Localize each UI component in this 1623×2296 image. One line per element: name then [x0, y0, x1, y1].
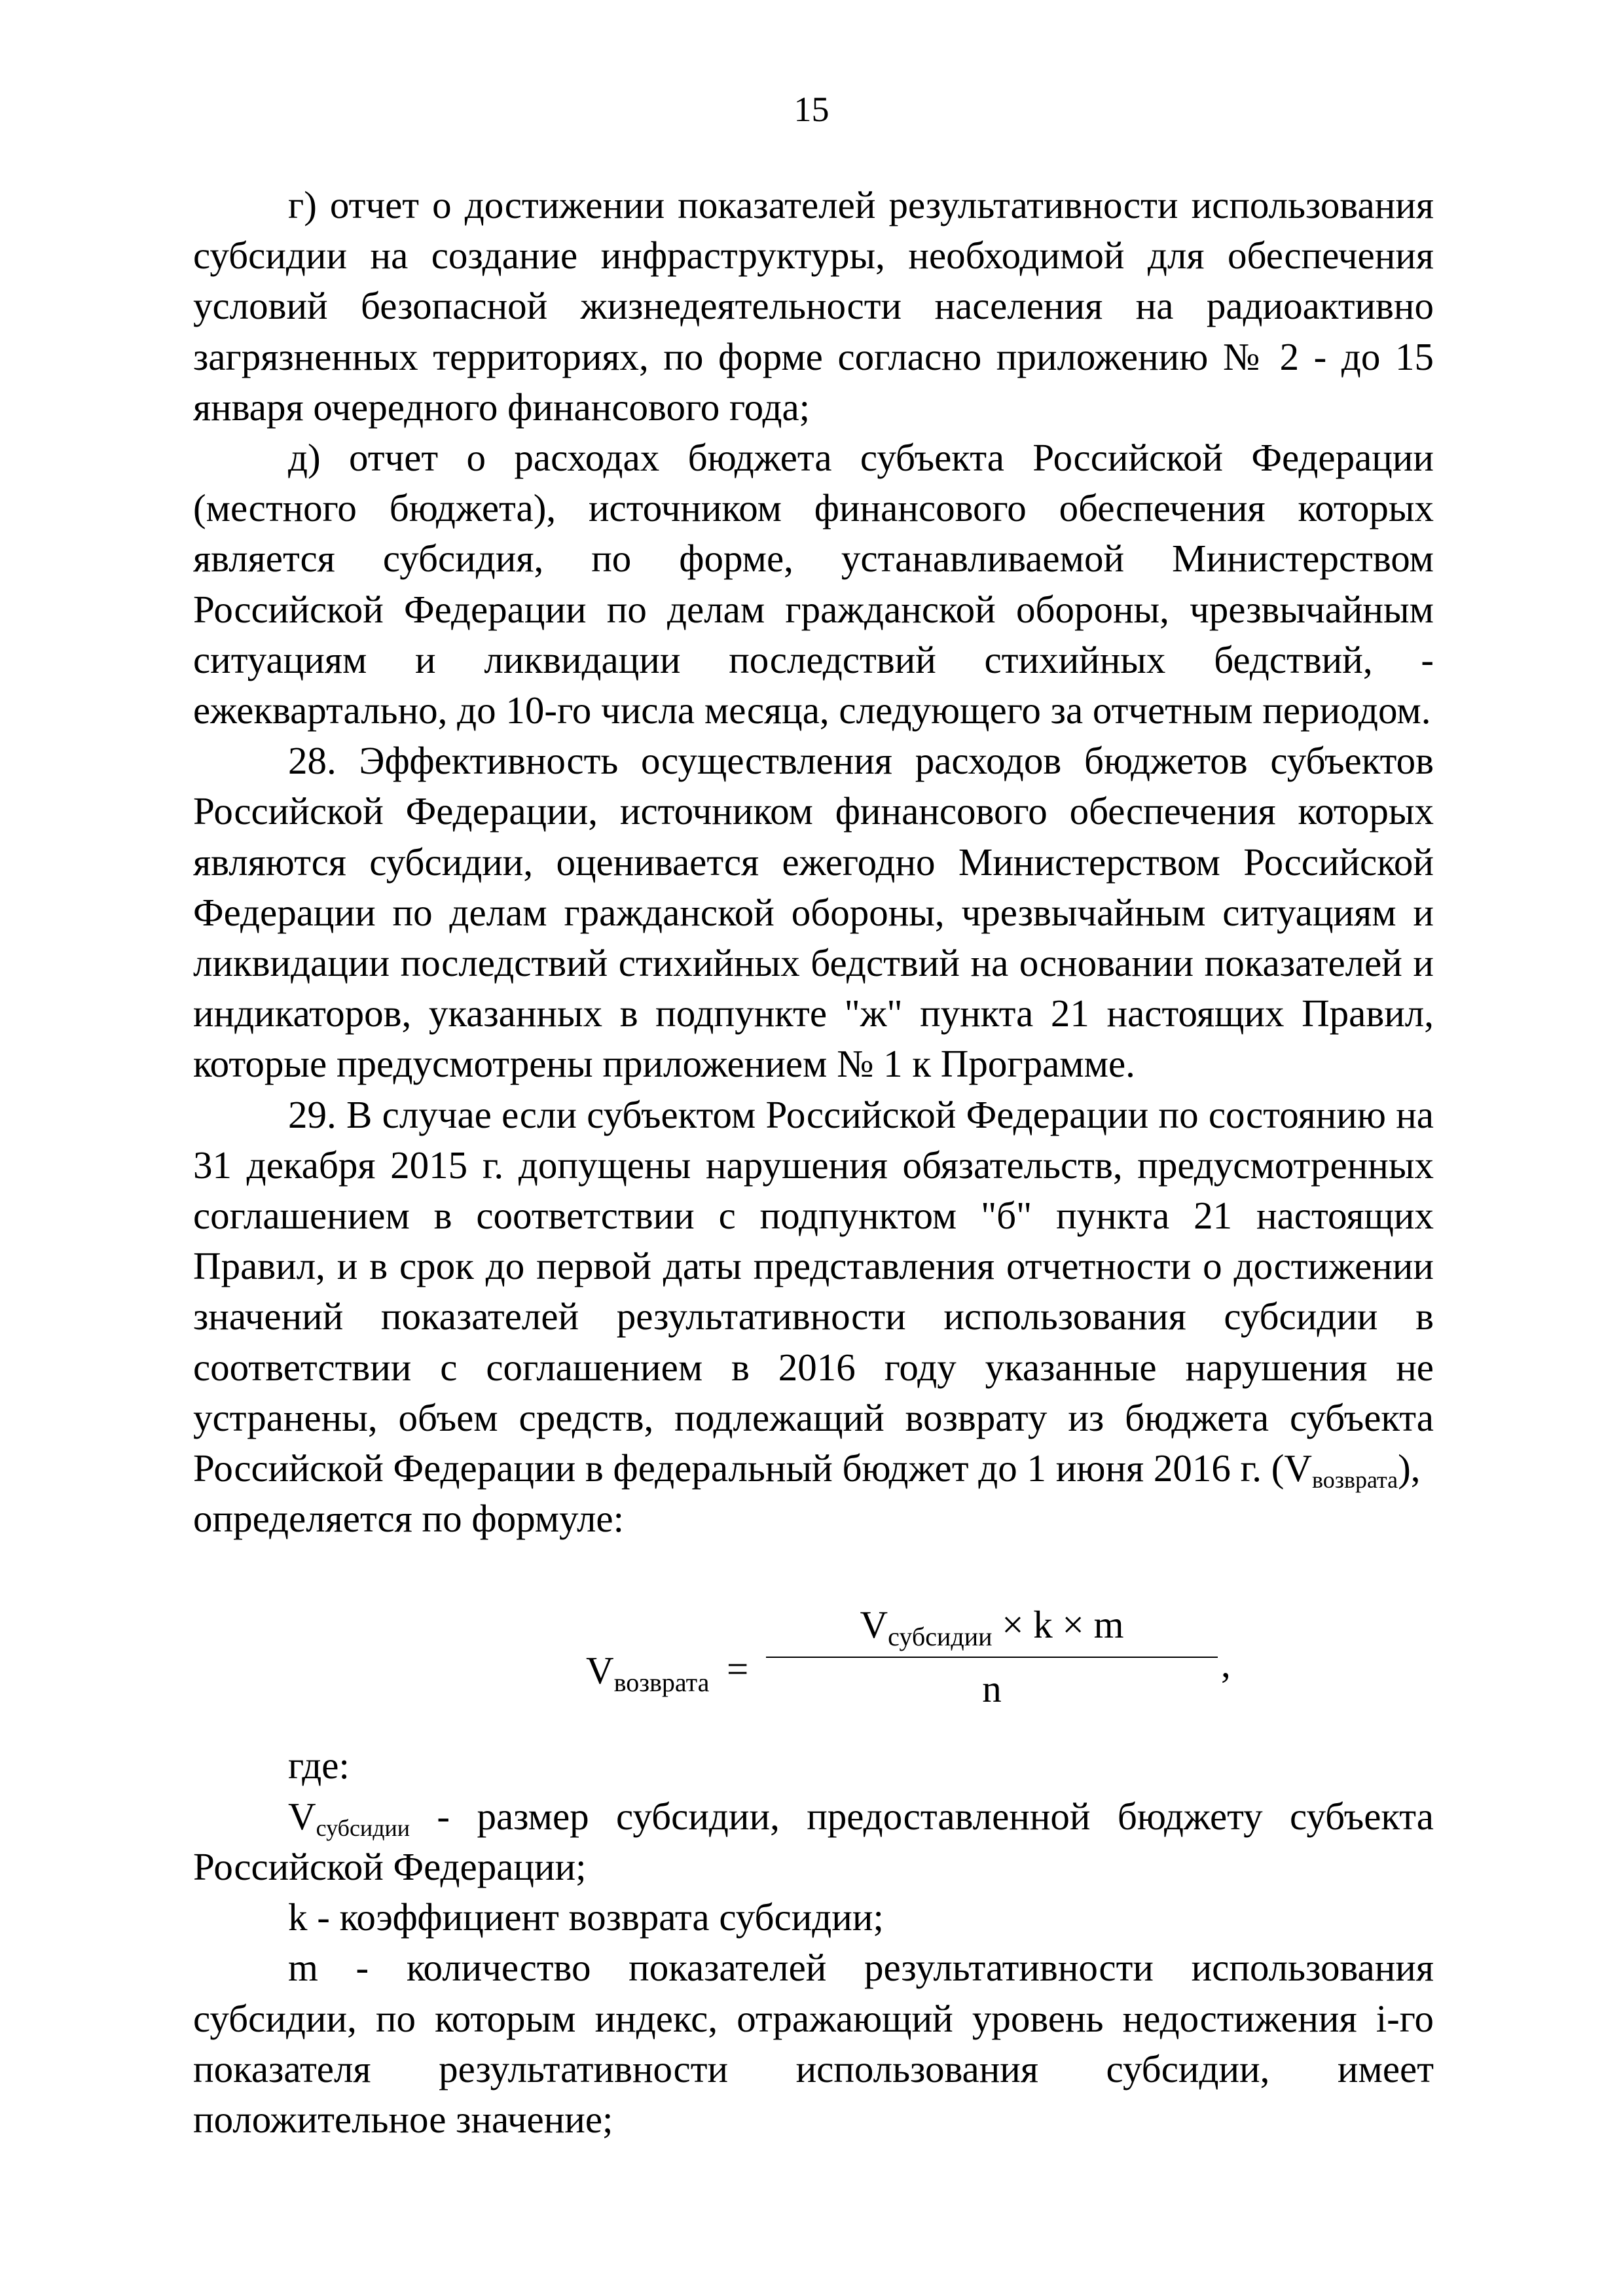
page-number: 15 [793, 90, 830, 129]
formula-numerator-subscript: субсидии [888, 1622, 993, 1652]
definition-k: k - коэффициент возврата субсидии; [288, 1895, 884, 1939]
paragraph-item-g: г) отчет о достижении показателей результативности использования субсидии на создание инфраструктуры, необходимой для обеспечения условий безопасной жизнедеятельности населения на радиоактивно загрязненных территориях, по форме согласно приложению № 2 - до 15 января очередного финансового года; [193, 183, 1434, 429]
formula-equals-sign: = [727, 1647, 749, 1691]
formula-numerator-rest: × k × m [992, 1603, 1124, 1647]
formula-numerator [766, 1602, 1218, 1652]
formula-fraction-bar [766, 1657, 1218, 1658]
definition-v-variable: V [288, 1794, 316, 1838]
formula-numerator-variable: V [860, 1603, 888, 1647]
formula-lhs-variable: V [586, 1649, 614, 1693]
document-body [193, 180, 1434, 2145]
paragraph-28: 28. Эффективность осуществления расходов бюджетов субъектов Российской Федерации, источником финансового обеспечения которых являются субсидии, оценивается ежегодно Министерством Российской Федерации по делам гражданской обороны, чрезвычайным ситуациям и ликвидации последствий стихийных бедствий на основании показателей и индикаторов, указанных в подпункте "ж" пункта 21 настоящих Правил, которые предусмотрены приложением № 1 к Программе. [193, 739, 1434, 1086]
paragraph-item-d: д) отчет о расходах бюджета субъекта Российской Федерации (местного бюджета), источником финансового обеспечения которых является субсидия, по форме, устанавливаемой Министерством Российской Федерации по делам гражданской обороны, чрезвычайным ситуациям и ликвидации последствий стихийных бедствий, - ежеквартально, до 10-го числа месяца, следующего за отчетным периодом. [193, 436, 1434, 732]
formula-lhs-subscript: возврата [613, 1668, 710, 1698]
paragraph-29-text: 29. В случае если субъектом Российской Федерации по состоянию на 31 декабря 2015 г. допущены нарушения обязательств, предусмотренных соглашением в соответствии с подпунктом "б" пункта 21 настоящих Правил, и в срок до первой даты представления отчетности о достижении значений показателей результативности использования субсидии в соответствии с соглашением в 2016 году указанные нарушения не устранены, объем средств, подлежащий возврату из бюджета субъекта Российской Федерации в федеральный бюджет до 1 июня 2016 г. ( [193, 1092, 1434, 1490]
paragraph-29 [193, 1090, 1434, 1494]
paragraph-29-tail: ), [1398, 1446, 1421, 1490]
paragraph-29-subscript: возврата [1311, 1467, 1398, 1494]
return-volume-formula [193, 1575, 1434, 1740]
formula-denominator: n [982, 1667, 1002, 1711]
definition-m: m - количество показателей результативности использования субсидии, по которым индекс, отражающий уровень недостижения i-го показателя результативности использования субсидии, имеет положительное значение; [193, 1946, 1434, 2141]
formula-trailing-comma: , [1221, 1642, 1231, 1686]
formula-lhs [586, 1647, 710, 1698]
definition-v-subscript: субсидии [316, 1814, 410, 1841]
definition-v-text: - размер субсидии, предоставленной бюджету субъекта Российской Федерации; [193, 1794, 1434, 1888]
where-label: где: [288, 1744, 350, 1787]
paragraph-29-continuation: определяется по формуле: [193, 1497, 624, 1541]
definition-v-subsidy [193, 1791, 1434, 1892]
paragraph-29-variable: V [1284, 1446, 1312, 1490]
